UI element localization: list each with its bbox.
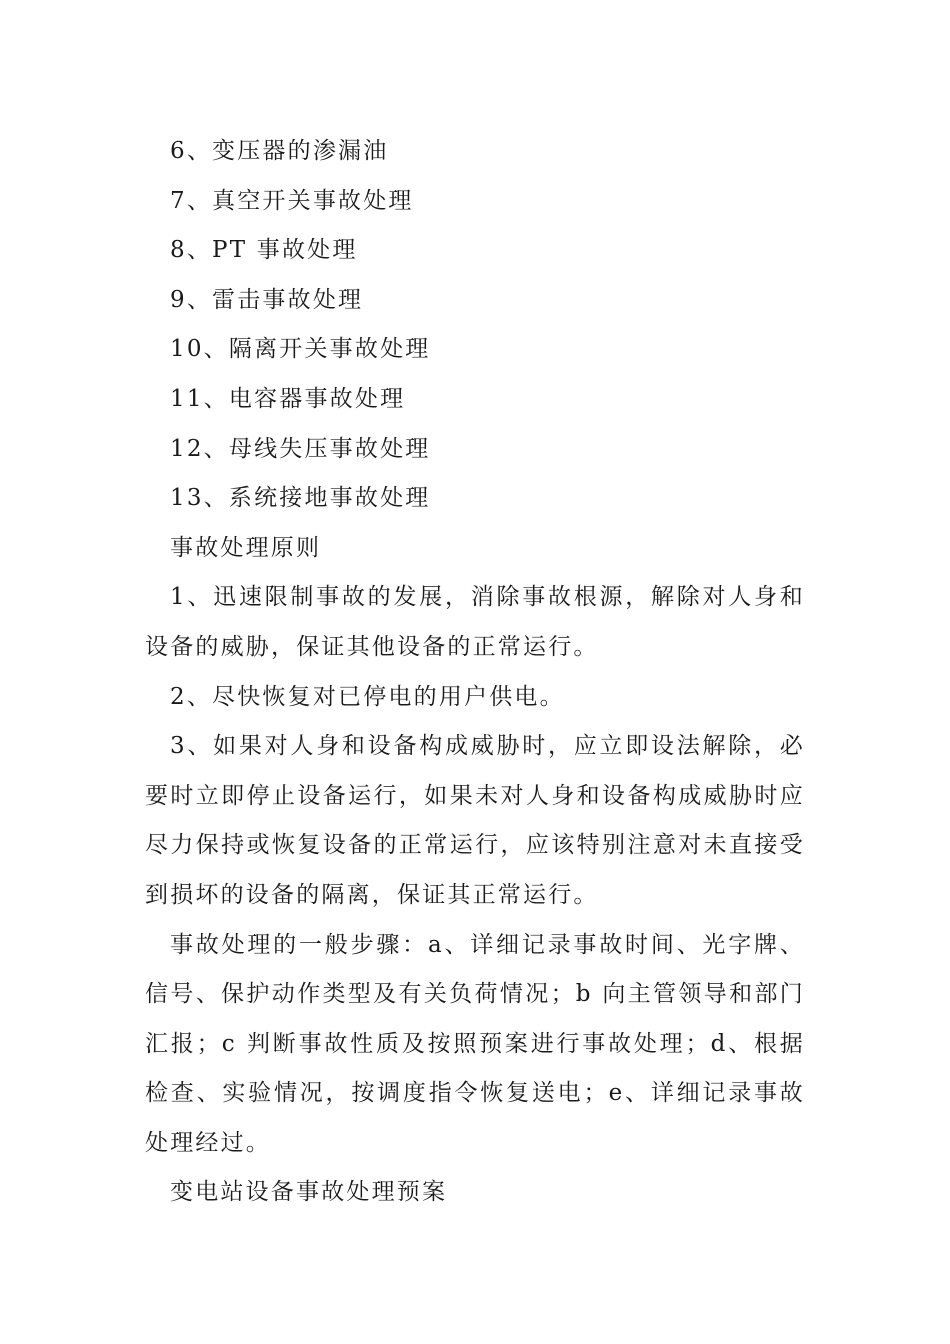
section-heading-principles: 事故处理原则 (170, 534, 322, 561)
principle-paragraph-2: 2、尽快恢复对已停电的用户供电。 (170, 683, 565, 710)
list-item: 8、PT 事故处理 (170, 237, 358, 264)
document-body (145, 127, 805, 1218)
list-item: 13、系统接地事故处理 (170, 485, 431, 512)
principle-paragraph-3: 3、如果对人身和设备构成威胁时，应立即设法解除，必要时立即停止设备运行，如果未对人身和设备构成威胁时应尽力保持或恢复设备的正常运行，应该特别注意对未直接受到损坏的设备的隔离，保证其正常运行。 (145, 733, 805, 908)
principle-paragraph-1: 1、迅速限制事故的发展，消除事故根源，解除对人身和设备的威胁，保证其他设备的正常运行。 (145, 584, 805, 660)
list-item: 11、电容器事故处理 (170, 385, 406, 412)
list-item: 7、真空开关事故处理 (170, 187, 414, 214)
general-steps-paragraph: 事故处理的一般步骤：a、详细记录事故时间、光字牌、信号、保护动作类型及有关负荷情况；b 向主管领导和部门汇报；c 判断事故性质及按照预案进行事故处理；d、根据检查、实验情况，按调度指令恢复送电；e、详细记录事故处理经过。 (145, 931, 805, 1156)
list-item: 12、母线失压事故处理 (170, 435, 431, 462)
section-heading-plan: 变电站设备事故处理预案 (170, 1179, 448, 1206)
list-item: 6、变压器的渗漏油 (170, 138, 389, 164)
list-item: 10、隔离开关事故处理 (170, 336, 431, 363)
list-item: 9、雷击事故处理 (170, 286, 364, 313)
